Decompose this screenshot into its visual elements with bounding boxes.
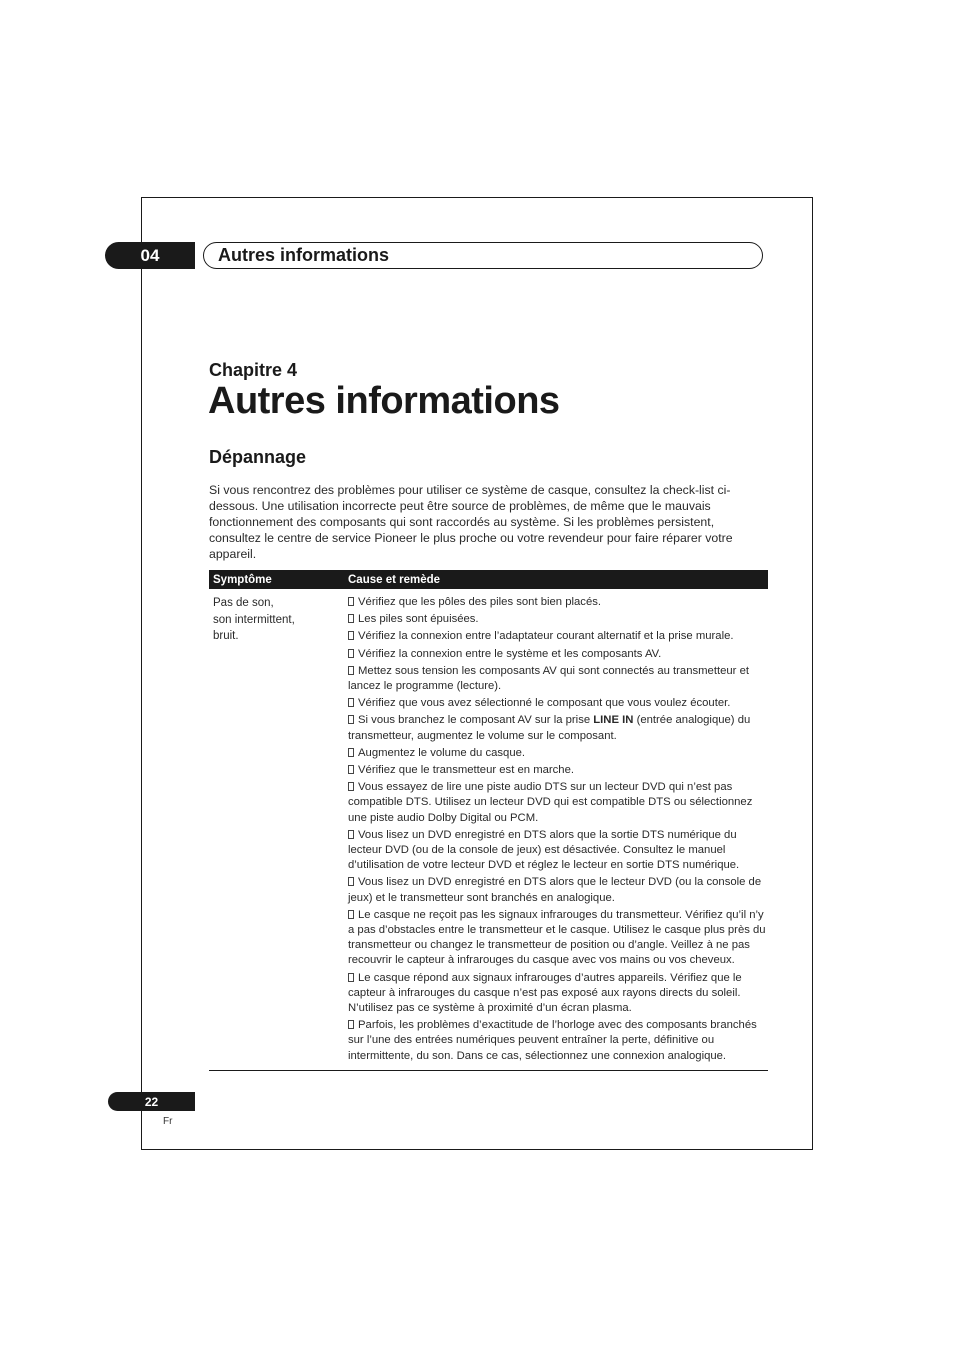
cause-text: Vérifiez la connexion entre l’adaptateur courant alternatif et la prise murale. <box>358 630 734 643</box>
cause-text: Vous lisez un DVD enregistré en DTS alors que la sortie DTS numérique du lecteur DVD (ou de la console de jeux) est désactivée. Consultez le manuel d’utilisation de votre lecteur DVD et réglez le lecteur en sortie DTS numérique. <box>348 828 740 872</box>
troubleshooting-table <box>209 570 768 1071</box>
intro-paragraph: Si vous rencontrez des problèmes pour utiliser ce système de casque, consultez la check-list ci-dessous. Une utilisation incorrecte peut être source de problèmes, de même que le mauvais fonctionnement des composants qui sont raccordés au système. Si les problèmes persistent, consultez le centre de service Pioneer le plus proche ou votre revendeur pour faire réparer votre appareil. <box>209 483 733 561</box>
column-header-symptom: Symptôme <box>213 573 272 586</box>
cause-item <box>348 713 768 743</box>
cause-item <box>348 828 768 874</box>
cause-text: Vérifiez que les pôles des piles sont bien placés. <box>358 596 602 608</box>
cause-text: Le casque ne reçoit pas les signaux infrarouges du transmetteur. Vérifiez qu’il n’y a pas d’obstacles entre le transmetteur et le casque. Utilisez le casque plus près du transmetteur ou changez le transmetteur de position ou d’angle. Veillez à ne pas recouvrir le capteur à infrarouges du casque avec vos mains ou vos cheveux. <box>348 908 766 967</box>
bullet-icon <box>348 910 354 919</box>
bullet-icon <box>348 877 354 886</box>
page-number: 22 <box>108 1092 195 1111</box>
bullet-icon <box>348 973 354 982</box>
cause-text: Mettez sous tension les composants AV qui sont connectés au transmetteur et lancez le programme (lecture). <box>348 664 749 693</box>
cause-item <box>348 780 768 826</box>
cause-text: Si vous branchez le composant AV sur la prise <box>358 714 594 727</box>
symptom-line: Pas de son, <box>213 597 274 609</box>
bullet-icon <box>348 698 354 707</box>
section-title: Dépannage <box>209 447 307 467</box>
table-header-row <box>209 570 768 589</box>
cause-text: (entrée analogique) du transmetteur, augmentez le volume sur le composant. <box>348 714 751 742</box>
bullet-icon <box>348 830 354 839</box>
language-code: Fr <box>163 1116 173 1127</box>
bullet-icon <box>348 649 354 658</box>
symptom-cell <box>209 595 344 1066</box>
cause-text: Parfois, les problèmes d’exactitude de l’horloge avec des composants branchés sur l’une des entrées numériques peuvent entraîner la perte, définitive ou intermittente, du son. Dans ce cas, sélectionnez une connexion analogique. <box>348 1019 757 1062</box>
cause-item <box>348 612 768 627</box>
cause-item <box>348 908 768 969</box>
cause-item <box>348 696 768 711</box>
cause-item <box>348 664 768 694</box>
cause-item <box>348 971 768 1017</box>
table-row <box>209 589 768 1071</box>
bullet-icon <box>348 614 354 623</box>
cause-text: Vous essayez de lire une piste audio DTS sur un lecteur DVD qui n’est pas compatible DTS. Utilisez un lecteur DVD qui est compatible DTS ou sélectionnez une piste audio Dolby Digital ou PCM. <box>348 781 753 824</box>
cause-item <box>348 763 768 778</box>
cause-item <box>348 875 768 905</box>
cause-item <box>348 595 768 610</box>
cause-text: Augmentez le volume du casque. <box>358 746 526 759</box>
bullet-icon <box>348 715 354 724</box>
cause-text: Vérifiez que vous avez sélectionné le composant que vous voulez écouter. <box>358 697 731 710</box>
chapter-header-title: Autres informations <box>203 242 763 269</box>
cause-item <box>348 647 768 662</box>
cause-item <box>348 746 768 761</box>
bullet-icon <box>348 631 354 640</box>
cause-cell <box>344 595 768 1066</box>
column-header-cause: Cause et remède <box>348 573 441 586</box>
cause-text: Les piles sont épuisées. <box>358 613 479 626</box>
bullet-icon <box>348 597 354 606</box>
bullet-icon <box>348 1020 354 1029</box>
chapter-number-badge: 04 <box>105 242 195 269</box>
symptom-line: son intermittent, <box>213 613 295 626</box>
page-title: Autres informations <box>208 380 560 422</box>
bullet-icon <box>348 782 354 791</box>
cause-text: Le casque répond aux signaux infrarouges d’autres appareils. Vérifiez que le capteur à infrarouges du casque n’est pas exposé aux rayons directs du soleil. N’utilisez pas ce système à proximité d’un écran plasma. <box>348 971 742 1015</box>
bullet-icon <box>348 765 354 774</box>
symptom-line: bruit. <box>213 630 239 642</box>
cause-text: Vous lisez un DVD enregistré en DTS alors que le lecteur DVD (ou la console de jeux) et le transmetteur sont branchés en analogique. <box>348 876 762 904</box>
chapter-label: Chapitre 4 <box>209 360 298 380</box>
cause-item <box>348 1018 768 1064</box>
cause-item <box>348 629 768 644</box>
bullet-icon <box>348 748 354 757</box>
cause-text: Vérifiez la connexion entre le système et les composants AV. <box>358 647 662 660</box>
bullet-icon <box>348 666 354 675</box>
cause-text-bold: LINE IN <box>593 714 634 727</box>
cause-text: Vérifiez que le transmetteur est en marche. <box>358 764 574 777</box>
